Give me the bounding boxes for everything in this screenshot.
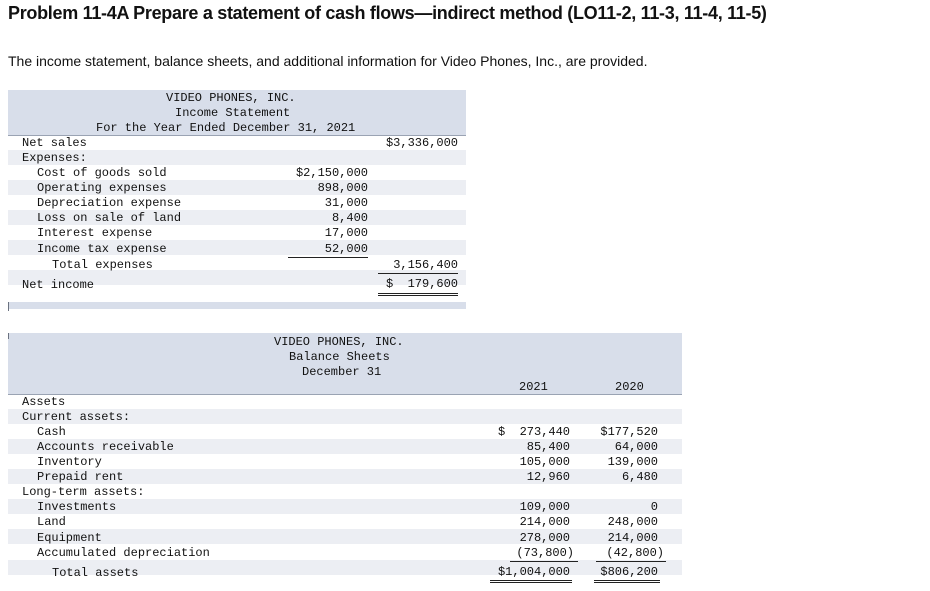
asset-label: Cash xyxy=(37,425,66,439)
asset-value-2020: 6,480 xyxy=(621,470,658,484)
balance-company-name: VIDEO PHONES, INC. xyxy=(274,335,404,349)
total-underline xyxy=(378,273,458,274)
asset-label: Land xyxy=(37,515,66,529)
net-income-double-underline xyxy=(378,293,458,294)
expense-label: Loss on sale of land xyxy=(37,211,182,225)
expense-value: 52,000 xyxy=(324,242,368,256)
asset-label: Investments xyxy=(37,500,117,514)
asset-value-2020: 139,000 xyxy=(607,455,658,469)
balance-sheet-header-divider xyxy=(8,394,682,395)
total-assets-2020: $806,200 xyxy=(600,565,658,579)
long-term-assets-label: Long-term assets: xyxy=(22,485,145,499)
asset-value-2020: 0 xyxy=(650,500,658,514)
asset-label: Prepaid rent xyxy=(37,470,124,484)
expense-value: 8,400 xyxy=(331,211,368,225)
asset-label: Inventory xyxy=(37,455,102,469)
problem-title: Problem 11-4A Prepare a statement of cash flows—indirect method (LO11-2, 11-3, 11-4, 11-5) xyxy=(8,3,767,23)
panel-edge-mark xyxy=(8,333,9,339)
net-income-label: Net income xyxy=(22,278,95,292)
income-statement-footer-bg xyxy=(8,302,466,309)
total-double-underline xyxy=(490,580,572,581)
net-sales-value: $3,336,000 xyxy=(385,136,458,150)
asset-value-2021: 109,000 xyxy=(519,500,570,514)
asset-value-2021: 278,000 xyxy=(519,531,570,545)
balance-sheet-date: December 31 xyxy=(302,365,382,379)
expenses-label: Expenses: xyxy=(22,151,87,165)
asset-value-2020: (42,800) xyxy=(606,546,664,560)
problem-intro: The income statement, balance sheets, and additional information for Video Phones, Inc., are provided. xyxy=(8,53,648,69)
asset-value-2020: 64,000 xyxy=(614,440,658,454)
column-header-2020: 2020 xyxy=(615,380,644,394)
panel-edge-mark xyxy=(8,302,9,311)
income-period: For the Year Ended December 31, 2021 xyxy=(96,121,356,135)
asset-value-2020: $177,520 xyxy=(600,425,658,439)
expense-value: $2,150,000 xyxy=(295,166,368,180)
asset-value-2021: 12,960 xyxy=(526,470,570,484)
current-assets-label: Current assets: xyxy=(22,410,131,424)
subtotal-underline xyxy=(596,561,666,562)
total-double-underline xyxy=(594,582,660,583)
expense-label: Interest expense xyxy=(37,226,153,240)
asset-label: Accumulated depreciation xyxy=(37,546,210,560)
asset-value-2021: $ 273,440 xyxy=(497,425,570,439)
asset-label: Accounts receivable xyxy=(37,440,174,454)
expense-label: Income tax expense xyxy=(37,242,167,256)
subtotal-underline xyxy=(510,561,578,562)
balance-sheet-name: Balance Sheets xyxy=(289,350,390,364)
expense-value: 31,000 xyxy=(324,196,368,210)
total-assets-label: Total assets xyxy=(52,566,139,580)
net-sales-label: Net sales xyxy=(22,136,87,150)
total-expenses-label: Total expenses xyxy=(52,258,153,272)
expense-label: Operating expenses xyxy=(37,181,167,195)
asset-value-2020: 214,000 xyxy=(607,531,658,545)
expense-value: 898,000 xyxy=(317,181,368,195)
net-income-value: $ 179,600 xyxy=(385,277,458,291)
net-income-double-underline xyxy=(378,295,458,296)
asset-label: Equipment xyxy=(37,531,102,545)
column-header-2021: 2021 xyxy=(519,380,548,394)
asset-value-2021: 85,400 xyxy=(526,440,570,454)
total-double-underline xyxy=(490,582,572,583)
asset-value-2021: 105,000 xyxy=(519,455,570,469)
total-assets-2021: $1,004,000 xyxy=(497,565,570,579)
assets-label: Assets xyxy=(22,395,66,409)
total-expenses-value: 3,156,400 xyxy=(393,258,458,272)
asset-value-2021: (73,800) xyxy=(516,546,574,560)
income-statement-name: Income Statement xyxy=(175,106,291,120)
expense-value: 17,000 xyxy=(324,226,368,240)
expense-label: Depreciation expense xyxy=(37,196,182,210)
total-double-underline xyxy=(594,580,660,581)
asset-value-2021: 214,000 xyxy=(519,515,570,529)
asset-value-2020: 248,000 xyxy=(607,515,658,529)
income-company-name: VIDEO PHONES, INC. xyxy=(166,91,296,105)
expense-label: Cost of goods sold xyxy=(37,166,167,180)
